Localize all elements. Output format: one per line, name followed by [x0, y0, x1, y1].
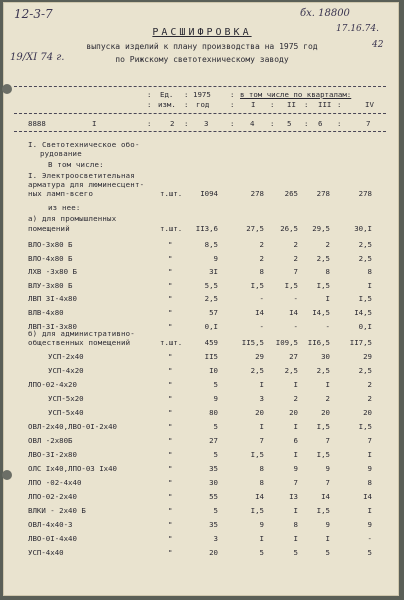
- value-q2: 6: [293, 436, 298, 445]
- of-which-label: из нее:: [48, 203, 81, 212]
- value-q4: 8: [367, 478, 372, 487]
- table-header-row2: [0, 100, 404, 110]
- unit-header-2: изм.: [158, 100, 176, 109]
- header-colon: :: [147, 119, 152, 128]
- value-q4: 5: [367, 548, 372, 557]
- value-year: 459: [204, 338, 218, 347]
- value-q1: 2,5: [250, 366, 264, 375]
- col-number-6: 6: [318, 119, 323, 128]
- value-q4: 9: [367, 464, 372, 473]
- value-q3: 7: [325, 478, 330, 487]
- value-q3: I4,5: [312, 308, 330, 317]
- quarter-2-header: II: [287, 100, 296, 109]
- product-name: ЛПО-02-4х20: [28, 380, 77, 389]
- product-name: ВЛО-4х80 Б: [28, 253, 73, 263]
- header-colon: :: [270, 119, 275, 128]
- unit-cell: ": [168, 380, 173, 389]
- table-row: [0, 534, 404, 544]
- table-row: [0, 506, 404, 516]
- product-name: ЛПО -02-4х40: [28, 478, 82, 487]
- industrial-total-row: [0, 224, 404, 234]
- table-row: [0, 380, 404, 390]
- value-q1: 8: [259, 464, 264, 473]
- product-name: УСП-5х40: [48, 408, 84, 417]
- value-q3: 8: [325, 267, 330, 277]
- unit-cell: ": [168, 408, 173, 417]
- value-year: 5,5: [204, 280, 218, 290]
- value-q3: II6,5: [307, 338, 330, 347]
- product-name: ЛВО-0I-4х40: [28, 534, 77, 543]
- value-q1: 29: [255, 352, 264, 361]
- year-header: 1975: [193, 90, 211, 99]
- value-q1: I: [259, 534, 264, 543]
- value-q4: I: [367, 280, 372, 290]
- handwritten-corner-note: 12-3-7: [14, 7, 53, 21]
- value-q4: 2,5: [358, 366, 372, 375]
- value-q3: 2: [325, 240, 330, 249]
- value-q4: 2: [367, 394, 372, 403]
- value-q4: 8: [367, 267, 372, 277]
- unit-cell: ": [168, 308, 173, 317]
- value-q3: I: [325, 534, 330, 543]
- product-name: ЛПО-02-2х40: [28, 492, 77, 501]
- value-q4: I: [367, 450, 372, 459]
- value-q4: -: [367, 534, 372, 543]
- value-q4: 7: [367, 436, 372, 445]
- table-row: [0, 394, 404, 404]
- value-year: 20: [209, 548, 218, 557]
- unit-cell: т.шт.: [160, 224, 183, 233]
- unit-cell: ": [168, 520, 173, 529]
- value-q2: I: [293, 422, 298, 431]
- value-q3: I: [325, 294, 330, 304]
- value-year: 2,5: [204, 294, 218, 304]
- value-q1: 2: [259, 253, 264, 263]
- armature-title-line2: арматура для люминесцент-: [28, 180, 145, 189]
- product-name: ЛВП-3I-3х80: [28, 321, 77, 331]
- value-q2: I: [293, 380, 298, 389]
- value-q3: I,5: [316, 422, 330, 431]
- including-label: В том числе:: [48, 160, 104, 169]
- unit-header: Ед.: [160, 90, 174, 99]
- product-name: ОЛС Iх40,ЛПО-03 Iх40: [28, 464, 117, 473]
- unit-cell: ": [168, 478, 173, 487]
- product-name: ВЛО-3х80 Б: [28, 240, 73, 249]
- table-row: [0, 352, 404, 362]
- col-number-1: I: [92, 119, 97, 128]
- column-numbers-rule: [14, 131, 386, 132]
- value-q3: I,5: [316, 450, 330, 459]
- value-q1: II5,5: [241, 338, 264, 347]
- product-name: ВЛВ-4х80: [28, 308, 64, 317]
- value-year: 35: [209, 520, 218, 529]
- header-colon: :: [304, 100, 309, 109]
- table-row: [0, 436, 404, 446]
- value-q1: 7: [259, 436, 264, 445]
- admin-title-line2: общественных помещений: [28, 338, 131, 347]
- value-q2: -: [293, 321, 298, 331]
- col-number-code: 8888: [28, 119, 46, 128]
- handwritten-number: бх. 18800: [300, 8, 350, 19]
- unit-cell: ": [168, 464, 173, 473]
- armature-title-line3: ных ламп-всего: [28, 189, 94, 198]
- value-q4: 0,I: [358, 321, 372, 331]
- product-name: ЛВО-3I-2х80: [28, 450, 77, 459]
- table-row: [0, 450, 404, 460]
- unit-cell: ": [168, 253, 173, 263]
- value-q4: 20: [363, 408, 372, 417]
- value-q1: I,5: [250, 450, 264, 459]
- product-name: ЛХВ -3х80 Б: [28, 267, 77, 277]
- table-row: [0, 240, 404, 250]
- value-year: 5: [213, 506, 218, 515]
- value-q1: 8: [259, 267, 264, 277]
- value-q3: 278: [316, 189, 330, 198]
- value-q2: 2,5: [284, 366, 298, 375]
- value-q2: 8: [293, 520, 298, 529]
- value-year: 5: [213, 450, 218, 459]
- value-q3: I,5: [316, 506, 330, 515]
- value-q4: 30,I: [354, 224, 372, 233]
- product-name: УСП-4х40: [28, 548, 64, 557]
- col-number-2: 2: [170, 119, 175, 128]
- value-q3: 2,5: [316, 253, 330, 263]
- product-name: ОВЛ-2х40,ЛВО-0I-2х40: [28, 422, 117, 431]
- header-colon: :: [337, 119, 342, 128]
- admin-total-row: [0, 338, 404, 348]
- col-number-4: 4: [250, 119, 255, 128]
- value-q2: I4: [289, 308, 298, 317]
- value-year: 27: [209, 436, 218, 445]
- value-year: 8,5: [204, 240, 218, 249]
- value-q2: I: [293, 450, 298, 459]
- value-q4: 29: [363, 352, 372, 361]
- unit-cell: ": [168, 492, 173, 501]
- value-q3: 9: [325, 520, 330, 529]
- value-q4: 2: [367, 380, 372, 389]
- table-row: [0, 366, 404, 376]
- unit-cell: ": [168, 294, 173, 304]
- unit-cell: ": [168, 506, 173, 515]
- quarters-header: в том числе по кварталам:: [240, 90, 352, 99]
- value-q1: 2: [259, 240, 264, 249]
- value-q3: I4: [321, 492, 330, 501]
- table-row: [0, 408, 404, 418]
- value-q3: 7: [325, 436, 330, 445]
- table-row: [0, 422, 404, 432]
- table-row: [0, 281, 404, 291]
- value-q4: I4,5: [354, 308, 372, 317]
- value-q2: 265: [284, 189, 298, 198]
- armature-total-row: [0, 189, 404, 199]
- table-row: [0, 520, 404, 530]
- value-q1: 3: [259, 394, 264, 403]
- unit-cell: ": [168, 267, 173, 277]
- header-colon: :: [184, 90, 189, 99]
- value-q3: 30: [321, 352, 330, 361]
- table-top-rule: [14, 86, 386, 87]
- value-q1: I: [259, 380, 264, 389]
- value-q2: 27: [289, 352, 298, 361]
- handwritten-date-left: 19/XI 74 г.: [10, 52, 65, 63]
- unit-cell: т.шт.: [160, 338, 183, 347]
- value-q4: I,5: [358, 422, 372, 431]
- table-row: [0, 492, 404, 502]
- value-q4: I: [367, 506, 372, 515]
- value-q1: -: [259, 294, 264, 304]
- table-header-row1: [0, 90, 404, 100]
- value-q1: 9: [259, 520, 264, 529]
- product-name: ОВЛ -2х80Б: [28, 436, 73, 445]
- column-numbers-row: [0, 119, 404, 129]
- table-row: [0, 308, 404, 318]
- value-q1: 20: [255, 408, 264, 417]
- quarter-4-header: IV: [365, 100, 374, 109]
- unit-cell: ": [168, 422, 173, 431]
- document-title: РАСШИФРОВКА: [152, 27, 252, 38]
- value-q2: I: [293, 534, 298, 543]
- industrial-title-line2: помещений: [28, 224, 70, 233]
- value-q3: 5: [325, 548, 330, 557]
- unit-cell: ": [168, 352, 173, 361]
- value-q2: 5: [293, 548, 298, 557]
- value-q3: 29,5: [312, 224, 330, 233]
- value-q1: -: [259, 321, 264, 331]
- value-q4: 2,5: [358, 240, 372, 249]
- quarter-1-header: I: [251, 100, 256, 109]
- table-row: [0, 548, 404, 558]
- unit-cell: ": [168, 366, 173, 375]
- value-year: 30: [209, 478, 218, 487]
- value-q2: 26,5: [280, 224, 298, 233]
- value-q1: I: [259, 422, 264, 431]
- value-year: 5: [213, 422, 218, 431]
- value-q3: 2,5: [316, 366, 330, 375]
- value-q1: I4: [255, 308, 264, 317]
- unit-cell: ": [168, 280, 173, 290]
- value-q4: I4: [363, 492, 372, 501]
- armature-title-line1: I. Электроосветительная: [28, 171, 135, 180]
- section-title-line2: рудование: [40, 149, 82, 158]
- value-q4: II7,5: [349, 338, 372, 347]
- value-year: II5: [204, 352, 218, 361]
- value-q3: I,5: [316, 280, 330, 290]
- value-q3: 2: [325, 394, 330, 403]
- value-q1: 27,5: [246, 224, 264, 233]
- header-colon: :: [337, 100, 342, 109]
- handwritten-page-number: 42: [372, 40, 384, 50]
- value-q2: -: [293, 294, 298, 304]
- value-q2: I3: [289, 492, 298, 501]
- value-q4: 9: [367, 520, 372, 529]
- product-name: УСП-5х20: [48, 394, 84, 403]
- unit-cell: ": [168, 240, 173, 249]
- value-q3: 9: [325, 464, 330, 473]
- value-q4: 278: [358, 189, 372, 198]
- handwritten-date-right: 17.16.74.: [336, 24, 379, 34]
- header-colon: :: [184, 119, 189, 128]
- unit-cell: ": [168, 394, 173, 403]
- value-q2: 7: [293, 478, 298, 487]
- header-colon: :: [230, 100, 235, 109]
- value-q1: 278: [250, 189, 264, 198]
- col-number-5: 5: [287, 119, 292, 128]
- unit-cell: ": [168, 450, 173, 459]
- col-number-3: 3: [204, 119, 209, 128]
- unit-cell: ": [168, 436, 173, 445]
- table-row: [0, 478, 404, 488]
- header-colon: :: [270, 100, 275, 109]
- quarter-3-header: III: [318, 100, 332, 109]
- value-q1: I,5: [250, 280, 264, 290]
- header-colon: :: [147, 90, 152, 99]
- admin-title-line1: б) для административно-: [28, 329, 135, 338]
- value-year: I0: [209, 366, 218, 375]
- product-name: ЛВП 3I-4х80: [28, 294, 77, 304]
- value-q2: 7: [293, 267, 298, 277]
- header-colon: :: [230, 90, 235, 99]
- value-q3: I: [325, 380, 330, 389]
- value-q2: I,5: [284, 280, 298, 290]
- value-year: I094: [200, 189, 218, 198]
- unit-cell: ": [168, 321, 173, 331]
- product-name: ВЛУ-3х80 Б: [28, 280, 73, 290]
- value-year: 0,I: [204, 321, 218, 331]
- document-subtitle-line2: по Рижскому светотехническому заводу: [115, 55, 289, 64]
- value-q2: 2: [293, 240, 298, 249]
- table-row: [0, 267, 404, 277]
- value-year: 3I: [209, 267, 218, 277]
- value-q4: I,5: [358, 294, 372, 304]
- product-name: ОВЛ-4х40-3: [28, 520, 73, 529]
- year-header-2: год: [196, 100, 210, 109]
- value-q3: -: [325, 321, 330, 331]
- value-q2: 9: [293, 464, 298, 473]
- table-header-rule: [14, 113, 386, 114]
- col-number-7: 7: [366, 119, 371, 128]
- product-name: УСП-2х40: [48, 352, 84, 361]
- header-colon: :: [304, 119, 309, 128]
- table-row: [0, 294, 404, 304]
- document-subtitle-line1: выпуска изделий к плану производства на 1975 год: [86, 42, 318, 51]
- unit-cell: т.шт.: [160, 189, 183, 198]
- value-year: 55: [209, 492, 218, 501]
- product-name: УСП-4х20: [48, 366, 84, 375]
- value-q1: I,5: [250, 506, 264, 515]
- value-q2: I: [293, 506, 298, 515]
- value-year: 57: [209, 308, 218, 317]
- section-title-line1: I. Светотехническое обо-: [28, 140, 140, 149]
- industrial-title-line1: а) для промышленных: [28, 214, 117, 223]
- table-row: [0, 464, 404, 474]
- value-q2: 20: [289, 408, 298, 417]
- value-q2: 2: [293, 394, 298, 403]
- value-q4: 2,5: [358, 253, 372, 263]
- value-year: 3: [213, 534, 218, 543]
- value-year: 9: [213, 394, 218, 403]
- header-colon: :: [184, 100, 189, 109]
- value-year: 35: [209, 464, 218, 473]
- value-year: 9: [213, 253, 218, 263]
- table-row: [0, 254, 404, 264]
- unit-cell: ": [168, 534, 173, 543]
- value-year: II3,6: [195, 224, 218, 233]
- header-colon: :: [147, 100, 152, 109]
- product-name: ВЛКИ - 2х40 Б: [28, 506, 86, 515]
- value-year: 80: [209, 408, 218, 417]
- value-q1: I4: [255, 492, 264, 501]
- value-q1: 8: [259, 478, 264, 487]
- header-colon: :: [230, 119, 235, 128]
- unit-cell: ": [168, 548, 173, 557]
- value-q2: 2: [293, 253, 298, 263]
- value-year: 5: [213, 380, 218, 389]
- value-q3: 20: [321, 408, 330, 417]
- value-q2: I09,5: [275, 338, 298, 347]
- value-q1: 5: [259, 548, 264, 557]
